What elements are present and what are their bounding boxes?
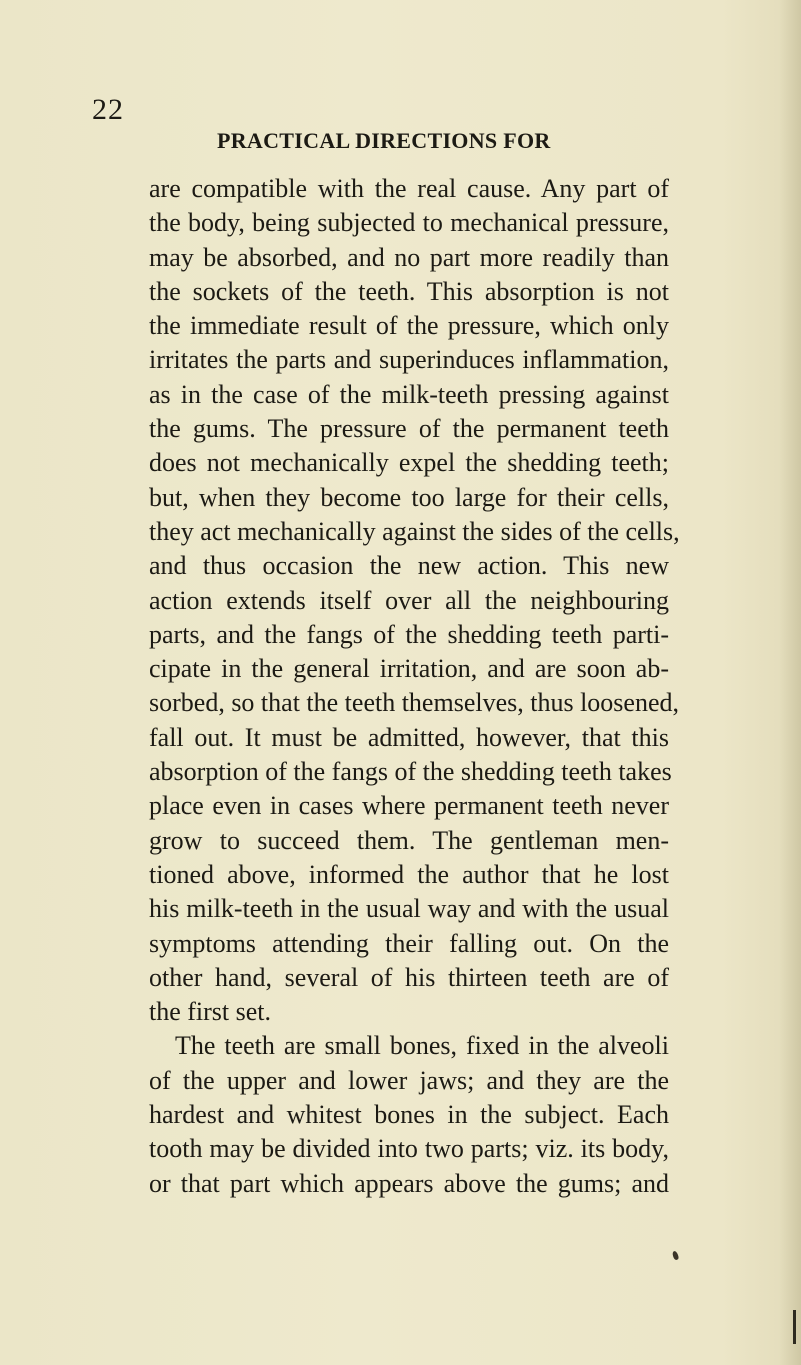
text-line: they act mechanically against the sides of the cells, bbox=[149, 516, 680, 546]
page-edge-shadow bbox=[779, 0, 801, 1365]
text-line: the body, being subjected to mechanical pressure, bbox=[149, 208, 669, 238]
text-line: fall out. It must be admitted, however, that this bbox=[149, 722, 669, 752]
text-line: tooth may be divided into two parts; viz. its body, bbox=[149, 1134, 669, 1164]
text-line: irritates the parts and superinduces inflammation, bbox=[149, 345, 669, 375]
paragraph-end-line: the first set. bbox=[149, 997, 272, 1027]
text-line: are compatible with the real cause. Any part of bbox=[149, 174, 669, 203]
text-line: does not mechanically expel the shedding teeth; bbox=[149, 448, 669, 478]
ink-speck bbox=[672, 1250, 680, 1260]
text-line: grow to succeed them. The gentleman men- bbox=[149, 825, 669, 855]
text-line: cipate in the general irritation, and are soon ab- bbox=[149, 654, 669, 684]
margin-mark bbox=[793, 1310, 796, 1344]
text-line: action extends itself over all the neighbouring bbox=[149, 585, 669, 615]
text-line: sorbed, so that the teeth themselves, thus loosened, bbox=[149, 688, 680, 718]
text-line: but, when they become too large for their cells, bbox=[149, 482, 669, 512]
text-line: other hand, several of his thirteen teeth are of bbox=[149, 962, 669, 992]
text-line: as in the case of the milk-teeth pressing against bbox=[149, 379, 669, 409]
text-line: tioned above, informed the author that he lost bbox=[149, 859, 669, 889]
text-line: of the upper and lower jaws; and they are the bbox=[149, 1065, 669, 1095]
text-line: place even in cases where permanent teeth never bbox=[149, 791, 669, 821]
text-line: or that part which appears above the gums; and bbox=[149, 1168, 669, 1198]
text-line: and thus occasion the new action. This new bbox=[149, 551, 669, 581]
text-line: the immediate result of the pressure, which only bbox=[149, 311, 669, 341]
text-line: parts, and the fangs of the shedding teeth parti- bbox=[149, 619, 669, 649]
paragraph-start-line: The teeth are small bones, fixed in the alveoli bbox=[175, 1031, 669, 1061]
page-number: 22 bbox=[92, 93, 124, 126]
running-head: PRACTICAL DIRECTIONS FOR bbox=[217, 128, 551, 153]
text-line: absorption of the fangs of the shedding teeth takes bbox=[149, 757, 672, 787]
text-line: his milk-teeth in the usual way and with the usual bbox=[149, 894, 669, 924]
text-line: the gums. The pressure of the permanent teeth bbox=[149, 414, 669, 444]
text-line: the sockets of the teeth. This absorption is not bbox=[149, 276, 669, 306]
text-line: symptoms attending their falling out. On the bbox=[149, 928, 669, 958]
text-line: may be absorbed, and no part more readily than bbox=[149, 242, 669, 272]
text-line: hardest and whitest bones in the subject. Each bbox=[149, 1100, 669, 1130]
body-text bbox=[149, 172, 680, 1201]
